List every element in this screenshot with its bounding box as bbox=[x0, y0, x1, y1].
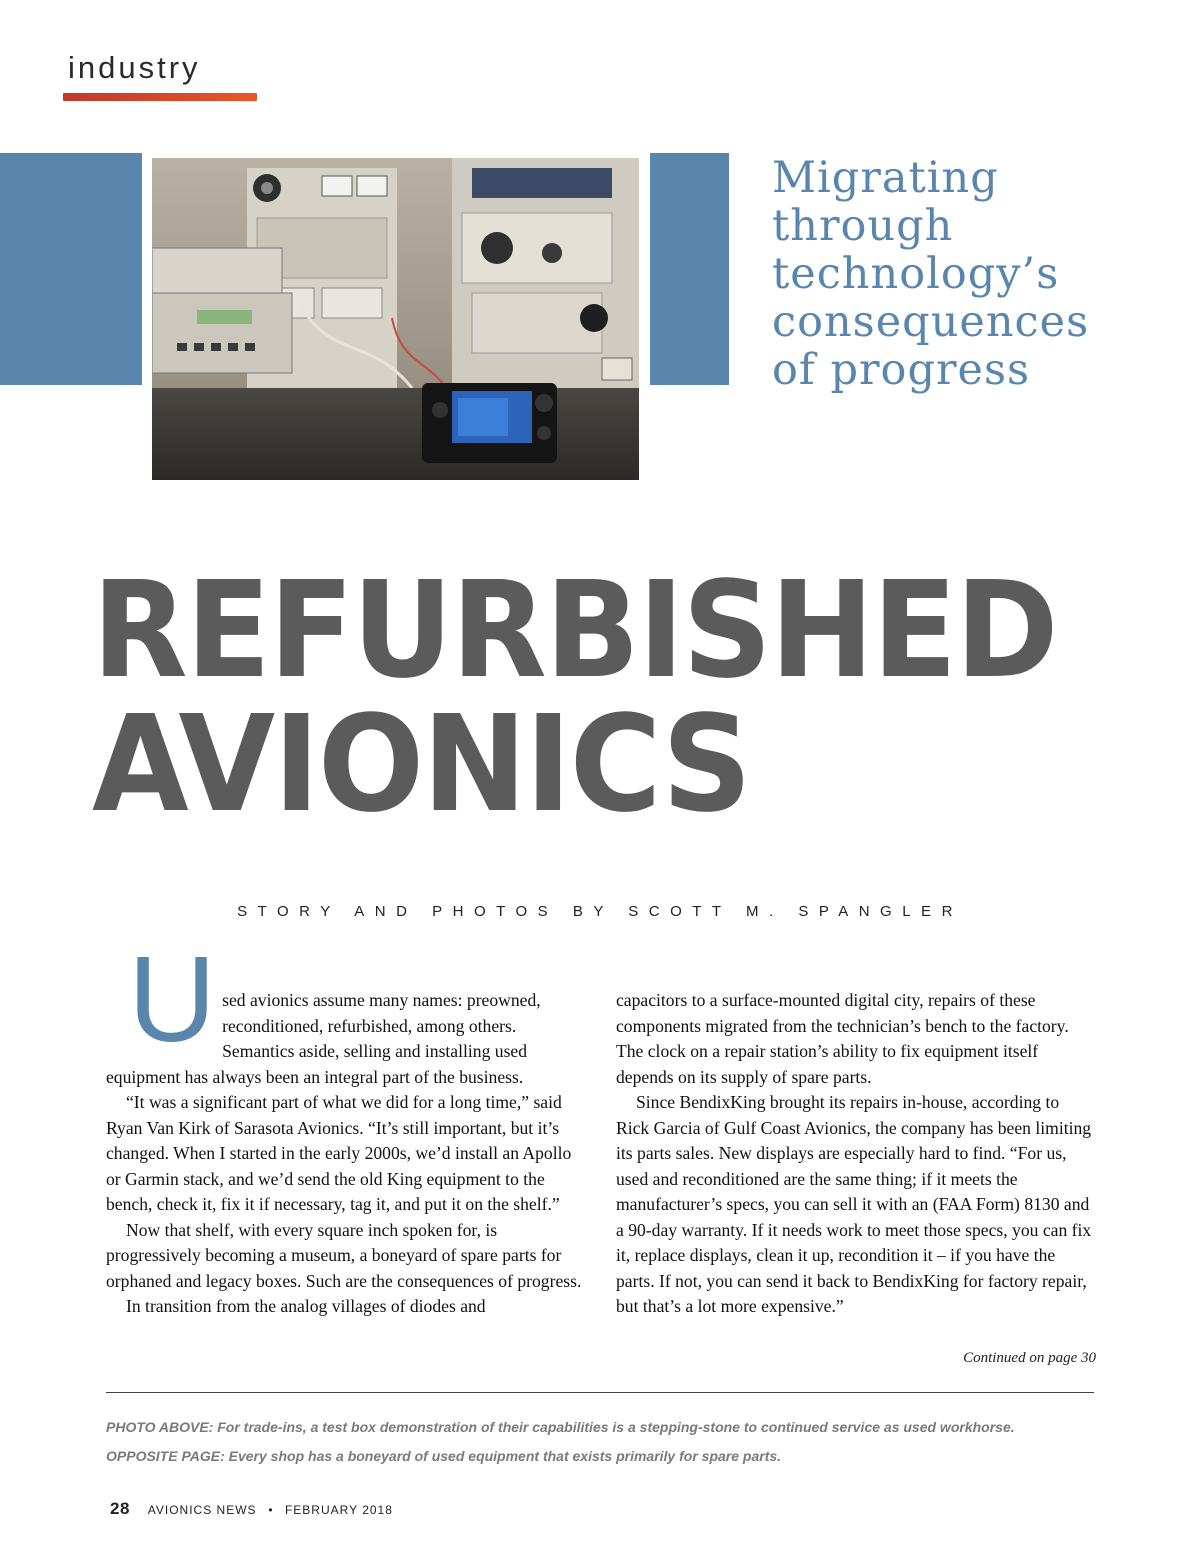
headline-line-2: AVIONICS bbox=[92, 688, 751, 842]
paragraph: Since BendixKing brought its repairs in-house, according to Rick Garcia of Gulf Coast Avionics, the company has been limiting its parts sales. New displays are especially hard to find. “For us, used and reconditioned are the same thing; if it meets the manufacturer’s specs, you can sell it with an (FAA Form) 8130 and a 90-day warranty. If it needs work to meet those specs, you can fix it, replace displays, clean it up, recondition it – if you have the parts. If not, you can send it back to BendixKing for factory repair, but that’s a lot more expensive.” bbox=[616, 1092, 1092, 1316]
caption-line: OPPOSITE PAGE: Every shop has a boneyard of used equipment that exists primarily for spare parts. bbox=[106, 1448, 782, 1464]
deck-line: technology’s bbox=[772, 249, 1060, 299]
photo-captions bbox=[106, 1413, 1106, 1471]
deck-line: Migrating bbox=[772, 153, 999, 203]
paragraph: capacitors to a surface-mounted digital city, repairs of these components migrated from the technician’s bench to the factory. The clock on a repair station’s ability to fix equipment itself depends on its supply of spare parts. bbox=[616, 990, 1069, 1087]
body-column-left bbox=[106, 931, 583, 1320]
section-rule bbox=[63, 93, 257, 101]
deck-line: of progress bbox=[772, 345, 1031, 395]
paragraph: Now that shelf, with every square inch spoken for, is progressively becoming a museum, a boneyard of spare parts for orphaned and legacy boxes. Such are the consequences of progress. bbox=[106, 1219, 582, 1291]
decorative-blue-block-right bbox=[650, 153, 729, 385]
deck-line: through bbox=[772, 201, 954, 251]
paragraph: In transition from the analog villages of diodes and bbox=[126, 1296, 486, 1316]
headline-line-1: REFURBISHED bbox=[92, 554, 1057, 708]
caption-line: PHOTO ABOVE: For trade-ins, a test box demonstration of their capabilities is a stepping-stone to continued service as used workhorse. bbox=[106, 1419, 1015, 1435]
deck-subtitle bbox=[772, 154, 1172, 394]
drop-cap: U bbox=[128, 931, 217, 1067]
continued-note: Continued on page 30 bbox=[963, 1350, 1096, 1366]
caption-divider bbox=[106, 1392, 1094, 1393]
section-label: industry bbox=[68, 50, 201, 85]
byline: STORY AND PHOTOS BY SCOTT M. SPANGLER bbox=[237, 903, 963, 920]
body-column-right bbox=[616, 988, 1094, 1320]
deck-line: consequences bbox=[772, 297, 1090, 347]
paragraph: “It was a significant part of what we did for a long time,” said Ryan Van Kirk of Sarasota Avionics. “It’s still important, but it’s changed. When I started in the early 2000s, we’d install an Apollo or Garmin stack, and we’d send the old King equipment to the bench, check it, fix it if necessary, tag it, and put it on the shelf.” bbox=[106, 1092, 572, 1214]
paragraph-text: sed avionics assume many names: preowned, reconditioned, refurbished, among others. Semantics aside, selling and installing used equipment has always been an integral part of the business. bbox=[106, 990, 541, 1087]
publication-name: AVIONICS NEWS bbox=[147, 1503, 257, 1517]
page-number: 28 bbox=[110, 1499, 130, 1518]
lead-photo bbox=[152, 158, 639, 480]
paragraph bbox=[106, 931, 583, 1090]
photo-test-bench-illustration bbox=[152, 158, 639, 480]
issue-date: FEBRUARY 2018 bbox=[284, 1503, 393, 1517]
decorative-blue-block-left bbox=[0, 153, 142, 385]
footer-separator: • bbox=[268, 1503, 274, 1517]
page-footer bbox=[110, 1499, 393, 1519]
